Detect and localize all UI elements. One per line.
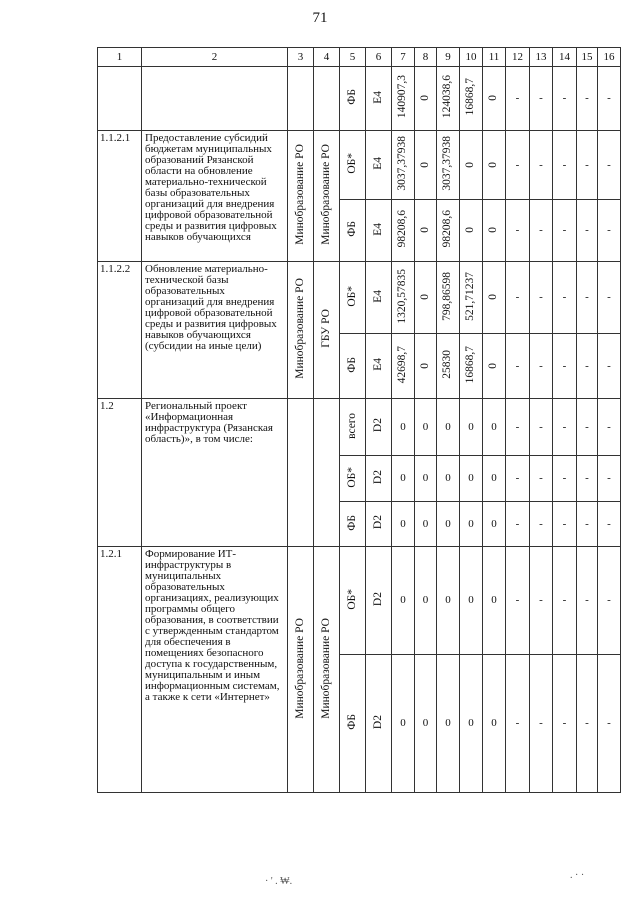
- value: 16868,7: [464, 78, 477, 116]
- value: 25830: [441, 350, 454, 379]
- value: 0: [392, 399, 415, 456]
- dash: -: [598, 547, 621, 655]
- dash: -: [553, 547, 577, 655]
- dash: -: [577, 262, 598, 334]
- dash: -: [530, 131, 553, 200]
- value: 0: [460, 655, 483, 793]
- value: 0: [483, 502, 506, 547]
- dash: -: [598, 399, 621, 456]
- header-cell: 10: [460, 48, 483, 67]
- dash: -: [577, 67, 598, 131]
- dash: -: [530, 456, 553, 502]
- dash: -: [577, 502, 598, 547]
- recipient: ГБУ РО: [319, 309, 332, 348]
- dash: -: [506, 547, 530, 655]
- dash: -: [553, 399, 577, 456]
- value: 0: [460, 456, 483, 502]
- funding-source: ОБ*: [345, 153, 358, 174]
- code: D2: [371, 515, 384, 530]
- dash: -: [530, 655, 553, 793]
- value: 98208,6: [441, 210, 454, 248]
- header-cell: 11: [483, 48, 506, 67]
- dash: -: [506, 456, 530, 502]
- funding-source: ОБ*: [345, 588, 358, 610]
- value: 124038,6: [441, 75, 454, 119]
- code: Е4: [371, 157, 384, 170]
- value: 0: [464, 227, 477, 233]
- dash: -: [598, 262, 621, 334]
- code: D2: [371, 469, 384, 485]
- code: Е4: [371, 90, 384, 104]
- dash: -: [553, 456, 577, 502]
- funding-source: ФБ: [345, 356, 358, 373]
- code: D2: [371, 714, 384, 730]
- dash: -: [530, 399, 553, 456]
- dash: -: [577, 547, 598, 655]
- dash: -: [577, 334, 598, 399]
- funding-source: ФБ: [345, 514, 358, 531]
- value: 0: [487, 362, 500, 369]
- table-row: [98, 67, 621, 131]
- dash: -: [530, 262, 553, 334]
- dash: -: [598, 334, 621, 399]
- dash: -: [553, 67, 577, 131]
- value: 0: [418, 95, 431, 101]
- value: 3037,37938: [441, 136, 454, 191]
- value: 0: [392, 655, 415, 793]
- dash: -: [530, 200, 553, 262]
- row-name: Предоставление субсидий бюджетам муниципальных образований Рязанской области на обновление материально-технической базы образовательных организаций для внедрения цифровой образовательной среды и развития цифровых навыков обучающихся: [142, 131, 288, 262]
- value: 0: [437, 655, 460, 793]
- dash: -: [598, 502, 621, 547]
- header-cell: 15: [577, 48, 598, 67]
- code: Е4: [371, 358, 384, 371]
- table-row: [98, 262, 621, 334]
- scan-mark: . · ·: [570, 870, 585, 881]
- row-number: 1.2.1: [98, 547, 142, 793]
- dash: -: [506, 502, 530, 547]
- value: 0: [418, 294, 431, 300]
- header-cell: 7: [392, 48, 415, 67]
- value: 0: [415, 655, 437, 793]
- dash: -: [506, 131, 530, 200]
- dash: -: [553, 334, 577, 399]
- dash: -: [553, 502, 577, 547]
- dash: -: [598, 655, 621, 793]
- header-cell: 2: [142, 48, 288, 67]
- dash: -: [598, 456, 621, 502]
- executor: Минобразование РО: [293, 617, 306, 719]
- dash: -: [530, 334, 553, 399]
- dash: -: [553, 655, 577, 793]
- value: 0: [392, 547, 415, 655]
- funding-source: ОБ*: [345, 466, 358, 488]
- value: 0: [392, 456, 415, 502]
- dash: -: [506, 262, 530, 334]
- value: 1320,57835: [396, 268, 409, 324]
- table-row: [98, 547, 621, 655]
- value: 0: [483, 456, 506, 502]
- value: 140907,3: [396, 75, 409, 119]
- dash: -: [598, 67, 621, 131]
- row-name: Формирование ИТ-инфраструктуры в муниципальных образовательных организациях, реализующих программы общего образования, в соответствии с утвержденным стандартом для обеспечения в помещениях безопасного доступа к государственным, муниципальным и иным информационным системам, а также к сети «Интернет»: [142, 547, 288, 793]
- recipient: Минобразование РО: [319, 144, 332, 245]
- dash: -: [506, 67, 530, 131]
- dash: -: [530, 547, 553, 655]
- funding-source: ФБ: [345, 221, 358, 237]
- value: 0: [487, 227, 500, 233]
- header-cell: 16: [598, 48, 621, 67]
- dash: -: [553, 131, 577, 200]
- dash: -: [577, 655, 598, 793]
- table-row: [98, 399, 621, 456]
- value: 0: [487, 294, 500, 300]
- value: 798,86598: [441, 271, 454, 321]
- row-name: Обновление материально-технической базы образовательных организаций для внедрения цифровой образовательной среды и развития цифровых навыков обучающихся (субсидии на иные цели): [142, 262, 288, 399]
- value: 0: [437, 547, 460, 655]
- code: Е4: [371, 222, 384, 236]
- value: 0: [437, 399, 460, 456]
- dash: -: [506, 200, 530, 262]
- dash: -: [577, 456, 598, 502]
- row-name: Региональный проект «Информационная инфраструктура (Рязанская область)», в том числе:: [142, 399, 288, 547]
- header-row: [98, 48, 621, 67]
- value: 0: [460, 547, 483, 655]
- executor: Минобразование РО: [293, 144, 306, 245]
- value: 0: [437, 456, 460, 502]
- dash: -: [598, 131, 621, 200]
- header-cell: 1: [98, 48, 142, 67]
- value: 0: [437, 502, 460, 547]
- dash: -: [530, 502, 553, 547]
- value: 0: [418, 161, 431, 168]
- dash: -: [506, 399, 530, 456]
- value: 0: [464, 161, 477, 168]
- code: D2: [371, 418, 384, 433]
- header-cell: 13: [530, 48, 553, 67]
- value: 16868,7: [464, 345, 477, 384]
- value: 0: [460, 502, 483, 547]
- dash: -: [530, 67, 553, 131]
- value: 0: [483, 655, 506, 793]
- scan-mark: · ' . ₩.: [265, 876, 293, 887]
- dash: -: [553, 262, 577, 334]
- executor: Минобразование РО: [293, 278, 306, 379]
- header-cell: 14: [553, 48, 577, 67]
- dash: -: [577, 131, 598, 200]
- dash: -: [577, 399, 598, 456]
- value: 3037,37938: [396, 136, 409, 191]
- header-cell: 8: [415, 48, 437, 67]
- value: 0: [418, 227, 431, 233]
- value: 0: [487, 161, 500, 168]
- header-cell: 5: [340, 48, 366, 67]
- row-number: 1.1.2.1: [98, 131, 142, 262]
- value: 0: [415, 502, 437, 547]
- value: 0: [415, 399, 437, 456]
- value: 521,71237: [464, 271, 477, 321]
- table-row: [98, 131, 621, 200]
- page-number: 71: [312, 10, 328, 26]
- header-cell: 4: [314, 48, 340, 67]
- dash: -: [553, 200, 577, 262]
- dash: -: [506, 334, 530, 399]
- header-cell: 9: [437, 48, 460, 67]
- value: 0: [392, 502, 415, 547]
- value: 0: [460, 399, 483, 456]
- dash: -: [506, 655, 530, 793]
- row-number: 1.1.2.2: [98, 262, 142, 399]
- code: Е4: [371, 289, 384, 303]
- header-cell: 6: [366, 48, 392, 67]
- dash: -: [577, 200, 598, 262]
- value: 0: [483, 399, 506, 456]
- funding-source: ОБ*: [345, 285, 358, 307]
- value: 0: [487, 95, 500, 101]
- dash: -: [598, 200, 621, 262]
- row-number: 1.2: [98, 399, 142, 547]
- value: 0: [415, 456, 437, 502]
- value: 0: [418, 362, 431, 369]
- value: 42698,7: [396, 345, 409, 384]
- budget-table: [97, 47, 621, 793]
- recipient: Минобразование РО: [319, 617, 332, 719]
- funding-source: ФБ: [345, 89, 358, 105]
- value: 0: [415, 547, 437, 655]
- header-cell: 12: [506, 48, 530, 67]
- value: 0: [483, 547, 506, 655]
- value: 98208,6: [396, 210, 409, 248]
- funding-source: всего: [345, 412, 358, 439]
- header-cell: 3: [288, 48, 314, 67]
- funding-source: ФБ: [345, 714, 358, 730]
- code: D2: [371, 591, 384, 607]
